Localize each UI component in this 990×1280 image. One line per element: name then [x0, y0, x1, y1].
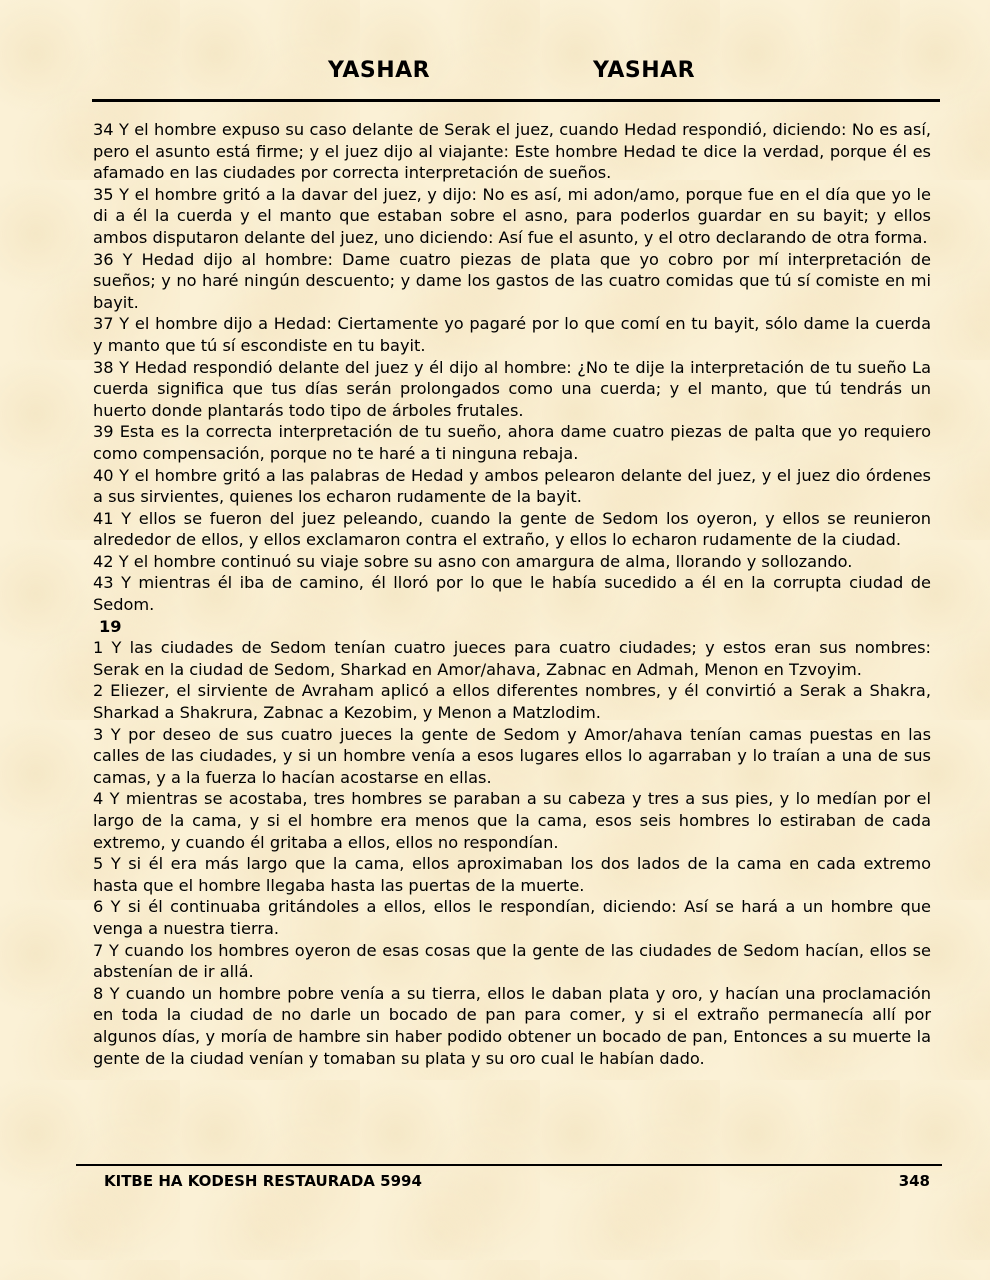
- page-body: [93, 119, 931, 1069]
- verse-paragraph: 37 Y el hombre dijo a Hedad: Ciertamente yo pagaré por lo que comí en tu bayit, sólo dame la cuerda y manto que tú sí escondiste en tu bayit.: [93, 314, 931, 355]
- header-title-right: YASHAR: [593, 58, 696, 83]
- verse-paragraph: 3 Y por deseo de sus cuatro jueces la gente de Sedom y Amor/ahava tenían camas puestas en las calles de las ciudades, y si un hombre venía a esos lugares ellos lo agarraban y lo traían a una de sus camas, y a la fuerza lo hacían acostarse en ellas.: [93, 724, 931, 787]
- verse-paragraph: 35 Y el hombre gritó a la davar del juez, y dijo: No es así, mi adon/amo, porque fue en el día que yo le di a él la cuerda y el manto que estaban sobre el asno, para poderlos guardar en su bayit; y ellos ambos disputaron delante del juez, uno diciendo: Así fue el asunto, y el otro declarando de otra forma.: [93, 184, 931, 247]
- verse-paragraph: 4 Y mientras se acostaba, tres hombres se paraban a su cabeza y tres a sus pies, y lo medían por el largo de la cama, y si el hombre era menos que la cama, esos seis hombres lo estiraban de cada extremo, y cuando él gritaba a ellos, ellos no respondían.: [93, 789, 931, 852]
- verse-paragraph: 7 Y cuando los hombres oyeron de esas cosas que la gente de las ciudades de Sedom hacían, ellos se abstenían de ir allá.: [93, 940, 931, 982]
- verse-paragraph: 36 Y Hedad dijo al hombre: Dame cuatro piezas de plata que yo cobro por mí interpretación de sueños; y no haré ningún descuento; y dame los gastos de las cuatro comidas que tú sí comiste en mi bayit.: [93, 249, 931, 312]
- footer-page-number: 348: [898, 1172, 930, 1190]
- verse-paragraph: 34 Y el hombre expuso su caso delante de Serak el juez, cuando Hedad respondió, diciendo: No es así, pero el asunto está firme; y el juez dijo al viajante: Este hombre Hedad te dice la verdad, porque él es afamado en las ciudades por correcta interpretación de sueños.: [93, 120, 931, 183]
- verse-paragraph: 42 Y el hombre continuó su viaje sobre su asno con amargura de alma, llorando y sollozando.: [93, 551, 853, 571]
- verse-paragraph: 41 Y ellos se fueron del juez peleando, cuando la gente de Sedom los oyeron, y ellos se reunieron alrededor de ellos, y ellos exclamaron contra el extraño, y ellos lo echaron rudamente de la ciudad.: [93, 508, 931, 550]
- verse-paragraph: 8 Y cuando un hombre pobre venía a su tierra, ellos le daban plata y oro, y hacían una proclamación en toda la ciudad de no darle un bocado de pan para comer, y si el extraño permanecía allí por algunos días, y moría de hambre sin haber podido obtener un bocado de pan, Entonces a su muerte la gente de la ciudad venían y tomaban su plata y su oro cual le habían dado.: [93, 983, 931, 1068]
- verse-paragraph: 38 Y Hedad respondió delante del juez y él dijo al hombre: ¿No te dije la interpretación de tu sueño La cuerda significa que tus días serán prolongados como una cuerda; y el manto, que tú tendrás un huerto donde plantarás todo tipo de árboles frutales.: [93, 357, 931, 420]
- verse-paragraph: 43 Y mientras él iba de camino, él lloró por lo que le había sucedido a él en la corrupta ciudad de Sedom.: [93, 573, 931, 615]
- header-title-left: YASHAR: [328, 58, 431, 83]
- verse-paragraph: 1 Y las ciudades de Sedom tenían cuatro jueces para cuatro ciudades; y estos eran sus nombres: Serak en la ciudad de Sedom, Sharkad en Amor/ahava, Zabnac en Admah, Menon en Tzvoyim.: [93, 638, 931, 679]
- verse-paragraph: 39 Esta es la correcta interpretación de tu sueño, ahora dame cuatro piezas de palta que yo requiero como compensación, porque no te haré a ti ninguna rebaja.: [93, 422, 931, 463]
- page-header: [0, 58, 990, 90]
- header-rule: [92, 99, 940, 102]
- verse-paragraph: 40 Y el hombre gritó a las palabras de Hedad y ambos pelearon delante del juez, y el juez dio órdenes a sus sirvientes, quienes los echaron rudamente de la bayit.: [93, 465, 931, 507]
- verse-paragraph: 2 Eliezer, el sirviente de Avraham aplicó a ellos diferentes nombres, y él convirtió a Serak a Shakra, Sharkad a Shakrura, Zabnac a Kezobim, y Menon a Matzlodim.: [93, 681, 931, 723]
- footer-book-title: KITBE HA KODESH RESTAURADA 5994: [104, 1172, 422, 1190]
- footer-rule: [76, 1164, 942, 1166]
- verse-paragraph: 5 Y si él era más largo que la cama, ellos aproximaban los dos lados de la cama en cada extremo hasta que el hombre llegaba hasta las puertas de la muerte.: [93, 854, 931, 895]
- chapter-heading: 19: [99, 616, 122, 636]
- verse-paragraph: 6 Y si él continuaba gritándoles a ellos, ellos le respondían, diciendo: Así se hará a un hombre que venga a nuestra tierra.: [93, 897, 931, 938]
